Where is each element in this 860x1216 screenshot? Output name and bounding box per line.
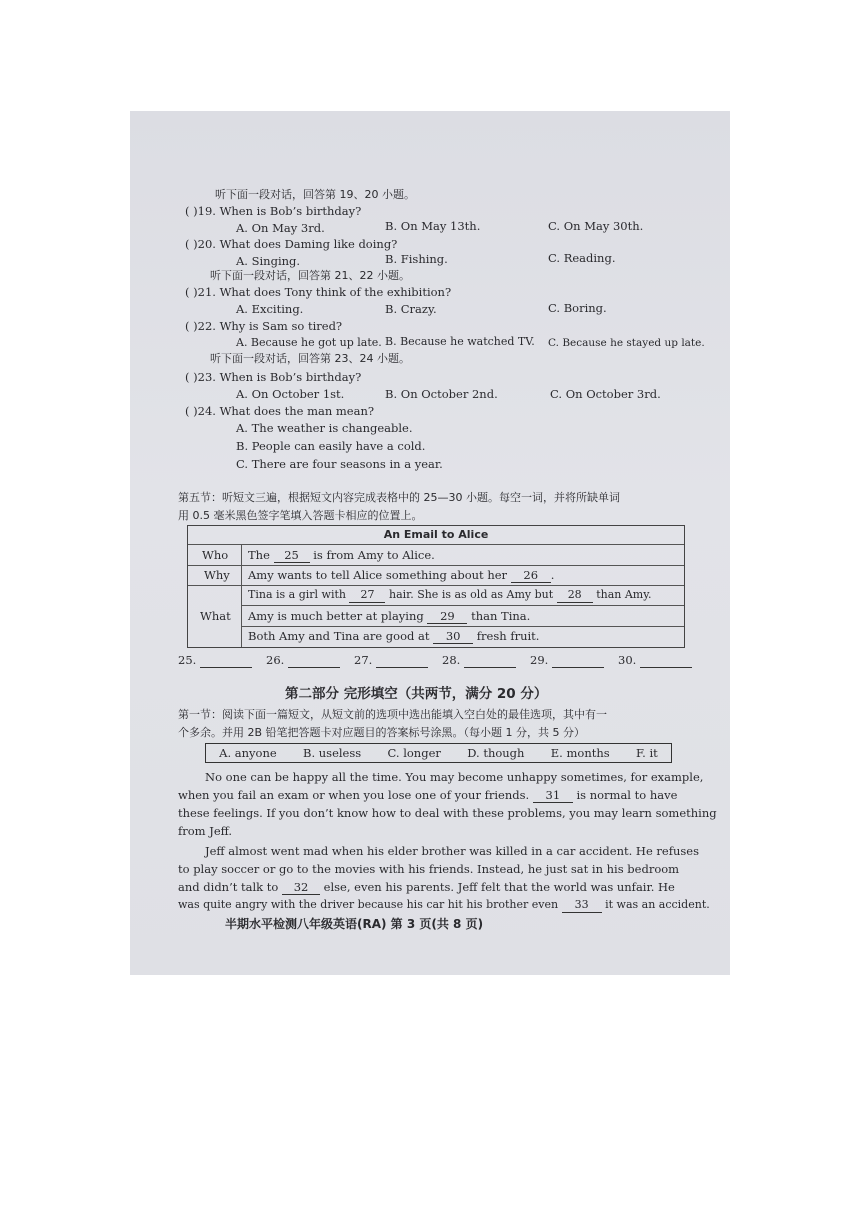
q24-option-c: C. There are four seasons in a year. bbox=[236, 457, 443, 471]
row-who-content: The 25 is from Amy to Alice. bbox=[248, 548, 435, 562]
option-b: B. useless bbox=[303, 746, 362, 760]
blank-27[interactable]: 27 bbox=[349, 588, 385, 603]
part2-heading: 第二部分 完形填空（共两节，满分 20 分） bbox=[285, 686, 548, 702]
listen-intro-2: 听下面一段对话，回答第 21、22 小题。 bbox=[210, 269, 410, 282]
passage-p2-line4: was quite angry with the driver because his car hit his brother even 33 it was an accident. bbox=[178, 898, 710, 911]
option-e: E. months bbox=[550, 746, 610, 760]
passage-p2-line1: Jeff almost went mad when his elder brother was killed in a car accident. He refuses bbox=[205, 844, 699, 858]
row-why-content: Amy wants to tell Alice something about her 26 . bbox=[248, 568, 555, 582]
question-21: ( )21. What does Tony think of the exhibition? bbox=[185, 285, 452, 299]
question-23: ( )23. When is Bob’s birthday? bbox=[185, 370, 362, 384]
row-what-line-3: Both Amy and Tina are good at 30 fresh fruit. bbox=[248, 629, 540, 643]
q22-option-a: A. Because he got up late. bbox=[236, 336, 382, 349]
question-22: ( )22. Why is Sam so tired? bbox=[185, 319, 343, 333]
answer-line-27[interactable]: 27. bbox=[354, 653, 428, 668]
q21-option-c: C. Boring. bbox=[548, 301, 607, 315]
q19-option-c: C. On May 30th. bbox=[548, 219, 644, 233]
q20-option-a: A. Singing. bbox=[236, 254, 301, 268]
question-24: ( )24. What does the man mean? bbox=[185, 404, 375, 418]
listen-intro-1: 听下面一段对话，回答第 19、20 小题。 bbox=[215, 188, 415, 201]
question-20: ( )20. What does Daming like doing? bbox=[185, 237, 398, 251]
q19-option-a: A. On May 3rd. bbox=[236, 221, 325, 235]
part2-instruction-2: 个多余。并用 2B 铅笔把答题卡对应题目的答案标号涂黑。（每小题 1 分，共 5 分） bbox=[178, 726, 586, 739]
passage-p1-line2: when you fail an exam or when you lose one of your friends. 31 is normal to have bbox=[178, 788, 678, 802]
q23-option-c: C. On October 3rd. bbox=[550, 387, 661, 401]
table-row-divider bbox=[241, 626, 684, 627]
table-row-divider bbox=[241, 605, 684, 606]
email-table bbox=[187, 525, 685, 648]
option-f: F. it bbox=[635, 746, 658, 760]
table-column-divider bbox=[241, 545, 242, 647]
question-19: ( )19. When is Bob’s birthday? bbox=[185, 204, 362, 218]
passage-p1-line1: No one can be happy all the time. You may become unhappy sometimes, for example, bbox=[205, 770, 704, 784]
q21-option-a: A. Exciting. bbox=[236, 302, 304, 316]
exam-page bbox=[130, 111, 730, 975]
passage-p1-line3: these feelings. If you don’t know how to deal with these problems, you may learn something bbox=[178, 806, 717, 820]
section5-instruction-2: 用 0.5 毫米黑色签字笔填入答题卡相应的位置上。 bbox=[178, 509, 423, 522]
answer-line-26[interactable]: 26. bbox=[266, 653, 340, 668]
answer-line-30[interactable]: 30. bbox=[618, 653, 692, 668]
section5-instruction-1: 第五节：听短文三遍，根据短文内容完成表格中的 25—30 小题。每空一词，并将所缺单词 bbox=[178, 491, 620, 504]
row-label-who: Who bbox=[202, 548, 229, 562]
blank-32[interactable]: 32 bbox=[282, 880, 320, 895]
q24-option-b: B. People can easily have a cold. bbox=[236, 439, 426, 453]
passage-p2-line2: to play soccer or go to the movies with his friends. Instead, he just sat in his bedroom bbox=[178, 862, 680, 876]
passage-p1-line4: from Jeff. bbox=[178, 824, 233, 838]
answer-line-29[interactable]: 29. bbox=[530, 653, 604, 668]
blank-30[interactable]: 30 bbox=[433, 629, 473, 644]
row-what-line-1: Tina is a girl with 27 hair. She is as old as Amy but 28 than Amy. bbox=[248, 588, 652, 601]
q23-option-a: A. On October 1st. bbox=[236, 387, 345, 401]
q20-option-c: C. Reading. bbox=[548, 251, 616, 265]
option-d: D. though bbox=[467, 746, 525, 760]
blank-33[interactable]: 33 bbox=[562, 898, 602, 913]
page-footer: 半期水平检测八年级英语(RA) 第 3 页(共 8 页) bbox=[225, 917, 484, 931]
q22-option-c: C. Because he stayed up late. bbox=[548, 337, 705, 349]
word-options-box bbox=[205, 743, 672, 763]
q24-option-a: A. The weather is changeable. bbox=[236, 421, 413, 435]
option-c: C. longer bbox=[387, 746, 441, 760]
table-row-divider bbox=[188, 565, 684, 566]
table-row-divider bbox=[188, 585, 684, 586]
listen-intro-3: 听下面一段对话，回答第 23、24 小题。 bbox=[210, 352, 410, 365]
q21-option-b: B. Crazy. bbox=[385, 302, 437, 316]
row-label-what: What bbox=[200, 609, 231, 623]
option-a: A. anyone bbox=[219, 746, 277, 760]
answer-line-28[interactable]: 28. bbox=[442, 653, 516, 668]
q22-option-b: B. Because he watched TV. bbox=[385, 335, 535, 348]
blank-25[interactable]: 25 bbox=[274, 548, 310, 563]
q19-option-b: B. On May 13th. bbox=[385, 219, 481, 233]
blank-29[interactable]: 29 bbox=[427, 609, 467, 624]
row-label-why: Why bbox=[204, 568, 230, 582]
table-title: An Email to Alice bbox=[188, 526, 684, 545]
answer-line-25[interactable]: 25. bbox=[178, 653, 252, 668]
q23-option-b: B. On October 2nd. bbox=[385, 387, 498, 401]
blank-28[interactable]: 28 bbox=[557, 588, 593, 603]
row-what-line-2: Amy is much better at playing 29 than Tina. bbox=[248, 609, 531, 623]
part2-instruction-1: 第一节：阅读下面一篇短文，从短文前的选项中选出能填入空白处的最佳选项，其中有一 bbox=[178, 708, 607, 721]
q20-option-b: B. Fishing. bbox=[385, 252, 448, 266]
passage-p2-line3: and didn’t talk to 32 else, even his parents. Jeff felt that the world was unfair. He bbox=[178, 880, 675, 894]
blank-26[interactable]: 26 bbox=[511, 568, 551, 583]
blank-31[interactable]: 31 bbox=[533, 788, 573, 803]
